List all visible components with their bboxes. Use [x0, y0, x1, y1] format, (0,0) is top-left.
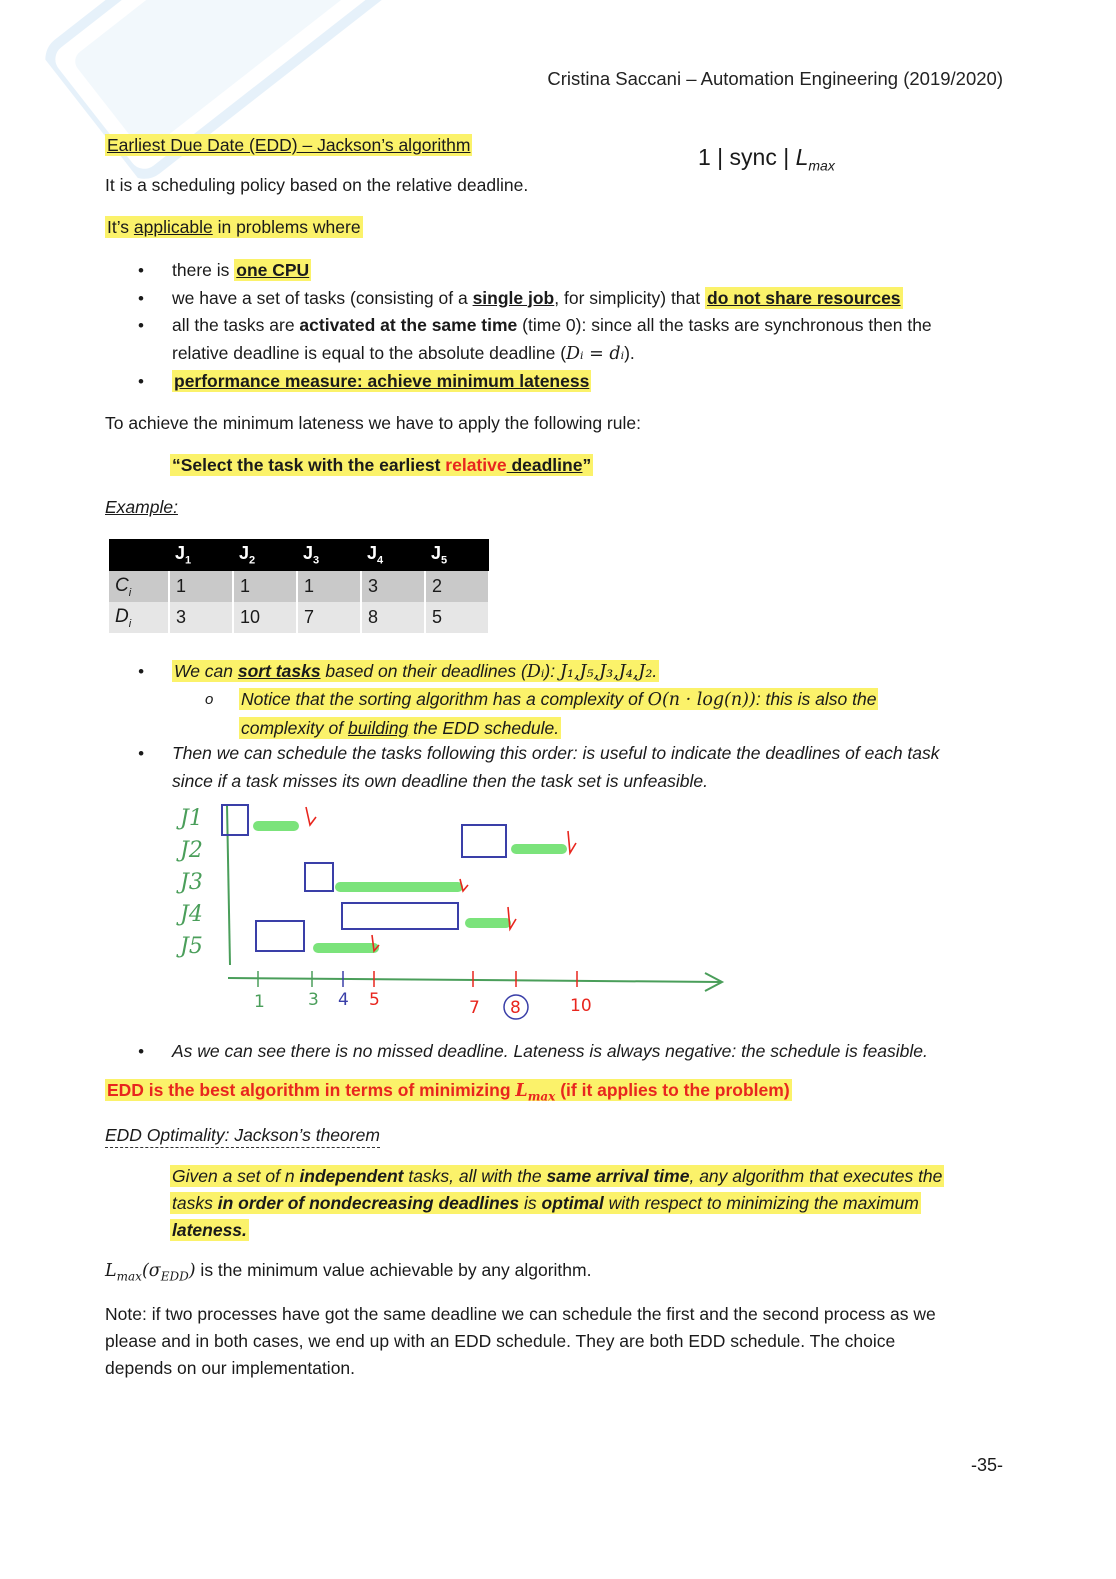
tick-label: 10 — [570, 996, 592, 1016]
rule-intro: To achieve the minimum lateness we have to apply the following rule: — [105, 413, 641, 433]
intro-text: It is a scheduling policy based on the relative deadline. — [105, 175, 529, 195]
table-header: $J_3$ — [297, 539, 361, 571]
table-header: $J_2$ — [233, 539, 297, 571]
list-item: • there is one CPU — [105, 257, 1005, 285]
list-item: • all the tasks are activated at the same time (time 0): since all the tasks are synchronous then the relative deadline is equal to the absolute deadline (Dᵢ = dᵢ). — [105, 312, 1005, 368]
tick-label: 8 — [510, 998, 521, 1018]
gantt-box-j4 — [342, 903, 458, 929]
complexity-list — [105, 686, 1025, 742]
note-paragraph: Note: if two processes have got the same deadline we can schedule the first and the second process as we please and in both cases, we end up with an EDD schedule. They are both EDD schedule. The choice depends on our implementation. — [105, 1304, 936, 1378]
example-label: Example: — [105, 497, 178, 517]
list-item: • we have a set of tasks (consisting of a single job, for simplicity) that do not share resources — [105, 285, 1005, 313]
tick-label: 3 — [308, 990, 319, 1010]
then-list — [105, 740, 1025, 795]
list-item: • Then we can schedule the tasks following this order: is useful to indicate the deadlines of each task since if a task misses its own deadline then the task set is unfeasible. — [105, 740, 1025, 795]
gantt-y-axis — [227, 805, 230, 965]
table-header: $J_1$ — [169, 539, 233, 571]
table-row: $D_i$ 3 10 7 8 5 — [109, 602, 489, 633]
applicable-line: It’s applicable in problems where — [107, 217, 361, 237]
optimality-title: EDD Optimality: Jackson’s theorem — [105, 1125, 380, 1148]
deadline-mark-icon — [508, 907, 516, 929]
page-header: Cristina Saccani – Automation Engineering (2019/2020) — [547, 68, 1003, 89]
table-row: $C_i$ 1 1 1 3 2 — [109, 571, 489, 602]
best-algorithm: EDD is the best algorithm in terms of minimizing $L_{max}$ (if it applies to the problem) — [107, 1080, 790, 1104]
gantt-sketch — [170, 795, 740, 1025]
conditions-list — [105, 257, 1005, 396]
gantt-x-axis — [228, 978, 720, 982]
watermark-logo — [30, 0, 563, 198]
task-table — [109, 539, 490, 633]
list-item: • We can sort tasks based on their deadlines (Dᵢ): J₁,J₅,J₃,J₄,J₂. — [105, 658, 1025, 687]
tick-label: 4 — [338, 990, 349, 1010]
gantt-box-j2 — [462, 825, 506, 857]
sort-list — [105, 658, 1025, 687]
scheduling-notation: 1 | sync | $L_{max}$ — [698, 144, 835, 174]
deadline-mark-icon — [306, 807, 316, 825]
table-header: $J_4$ — [361, 539, 425, 571]
tick-label: 5 — [369, 990, 380, 1010]
deadline-mark-icon — [568, 831, 576, 853]
list-item: o Notice that the sorting algorithm has a complexity of O(n · log(n)): this is also the complexity of building the EDD schedule. — [105, 686, 1025, 742]
edd-rule: “Select the task with the earliest relative deadline” — [172, 455, 592, 475]
gantt-label-j3: J3 — [180, 870, 203, 895]
gantt-label-j1: J1 — [180, 806, 203, 831]
list-item: • performance measure: achieve minimum lateness — [105, 368, 1005, 396]
list-item: • As we can see there is no missed deadline. Lateness is always negative: the schedule is feasible. — [105, 1038, 1025, 1066]
jackson-theorem: Given a set of n independent tasks, all with the same arrival time, any algorithm that executes the tasks in order of nondecreasing deadlines is optimal with respect to minimizing the maximum lateness. — [172, 1166, 943, 1240]
section-title: Earliest Due Date (EDD) – Jackson’s algorithm — [107, 135, 471, 155]
gantt-label-j4: J4 — [180, 902, 203, 927]
gantt-box-j3 — [256, 921, 304, 951]
page-number: -35- — [970, 1455, 1003, 1475]
table-header: $J_5$ — [425, 539, 489, 571]
lmax-statement: $L_{max}(\sigma_{EDD})$ is the minimum value achievable by any algorithm. — [105, 1260, 592, 1284]
gantt-box-j1 — [222, 805, 248, 835]
tick-label: 7 — [469, 998, 480, 1018]
gantt-box-j5 — [305, 863, 333, 891]
gantt-label-j2: J2 — [180, 838, 203, 863]
result-list — [105, 1038, 1025, 1066]
tick-label: 1 — [254, 992, 265, 1012]
gantt-label-j5: J5 — [180, 934, 203, 959]
